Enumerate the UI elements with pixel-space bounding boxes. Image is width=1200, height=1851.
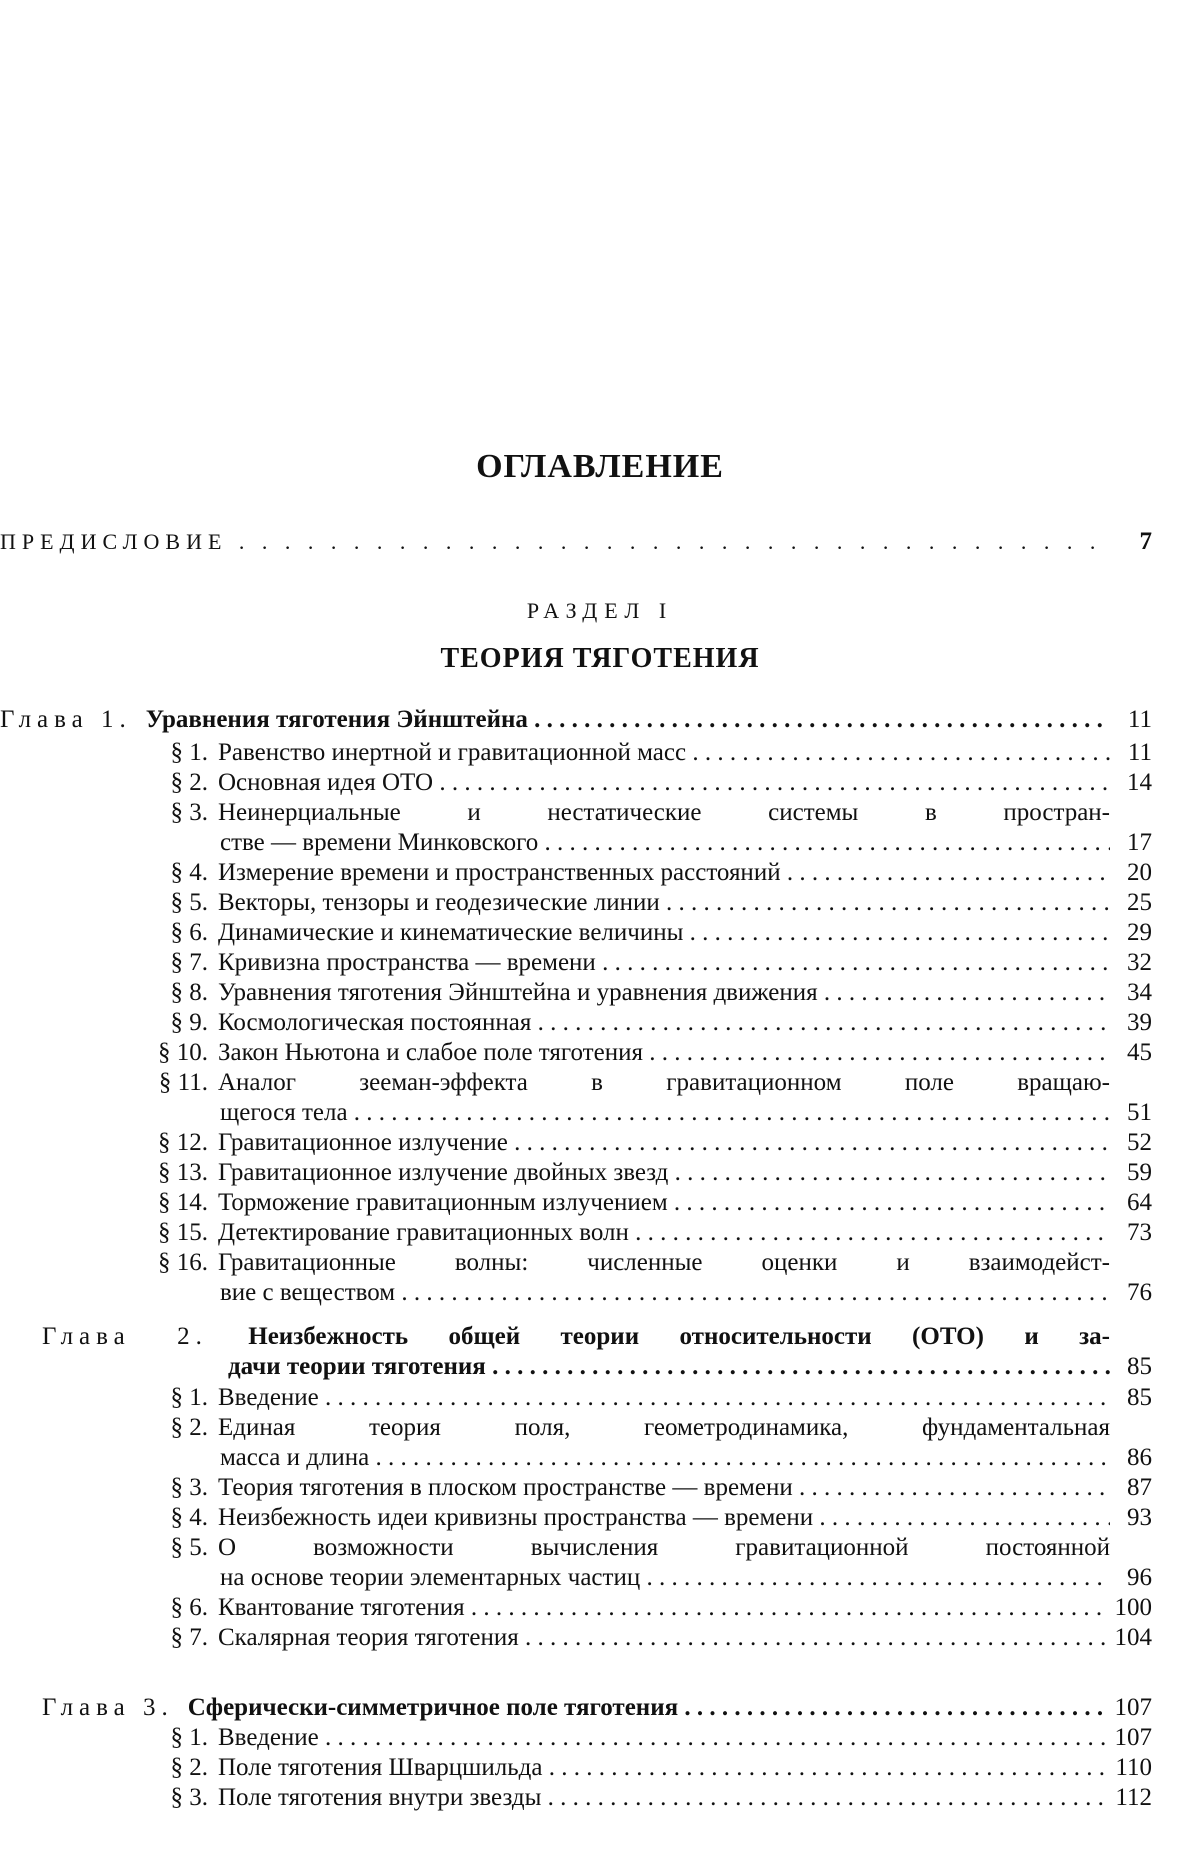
toc-item-title-cont: щегося тела . . . [220,1098,1110,1128]
toc-item [220,828,1110,858]
toc-item-page: 76 [1127,1279,1152,1306]
toc-item [218,1783,1110,1813]
toc-item-title: Гравитационное излучение двойных звезд . . . [218,1158,1110,1188]
toc-item-number: § 1. [170,739,208,766]
chapter-page: 85 [1127,1353,1152,1380]
toc-item-number: § 9. [170,1009,208,1036]
toc-item [218,978,1110,1008]
section-label: РАЗДЕЛ I [526,598,674,623]
toc-item [218,1503,1110,1533]
toc-item-page: 86 [1127,1444,1152,1471]
toc-item-title: О возможности вычисления гравитационной постоянной [218,1534,1110,1561]
toc-item-number: § 13. [158,1159,208,1186]
toc-item-title: Гравитационное излучение . . . [218,1128,1110,1158]
toc-item-title-cont: стве — времени Минковского . . . [220,828,1110,858]
toc-item-page: 32 [1127,949,1152,976]
toc-item [218,1753,1110,1783]
toc-item-title: Кривизна пространства — времени . . . [218,948,1110,978]
toc-item-title: Аналог зееман-эффекта в гравитационном поле вращаю- [218,1069,1110,1096]
toc-item [218,738,1110,768]
toc-item [218,1158,1110,1188]
toc-item-title: Торможение гравитационным излучением . . . [218,1188,1110,1218]
toc-item-number: § 15. [158,1219,208,1246]
toc-item-page: 39 [1127,1009,1152,1036]
chapter-page: 11 [1127,706,1152,733]
toc-item [218,888,1110,918]
toc-item-page: 17 [1127,829,1152,856]
toc-item-number: § 8. [170,979,208,1006]
toc-item-page: 14 [1127,769,1152,796]
toc-item [218,1593,1110,1623]
toc-item-title: Динамические и кинематические величины . . . [218,918,1110,948]
toc-item-number: § 1. [170,1384,208,1411]
toc-item-number: § 1. [170,1724,208,1751]
toc-item-title: Измерение времени и пространственных расстояний . . . [218,858,1110,888]
toc-item-page: 59 [1127,1159,1152,1186]
toc-item-number: § 3. [170,1474,208,1501]
toc-item [220,1443,1110,1473]
toc-item-page: 96 [1127,1564,1152,1591]
toc-item-page: 104 [1114,1624,1152,1651]
toc-item-number: § 11. [158,1069,208,1096]
toc-item-title-cont: на основе теории элементарных частиц . . . [220,1563,1110,1593]
toc-item-number: § 2. [170,1414,208,1441]
preface-entry [0,527,1110,557]
preface-label: ПРЕДИСЛОВИЕ . . . [0,527,1110,557]
toc-item [218,1188,1110,1218]
chapter-title-cont: дачи теории тяготения . . . [228,1352,1110,1382]
toc-item-number: § 14. [158,1189,208,1216]
toc-item-page: 20 [1127,859,1152,886]
toc-item-number: § 7. [170,1624,208,1651]
toc-item-page: 93 [1127,1504,1152,1531]
toc-item-title: Введение . . . [218,1723,1110,1753]
toc-item-number: § 5. [170,889,208,916]
toc-item [218,1128,1110,1158]
toc-item-page: 45 [1127,1039,1152,1066]
toc-item-page: 34 [1127,979,1152,1006]
toc-item-title: Гравитационные волны: численные оценки и взаимодейст- [218,1249,1110,1276]
toc-item-page: 51 [1127,1099,1152,1126]
toc-item-number: § 6. [170,1594,208,1621]
toc-item-title-cont: масса и длина . . . [220,1443,1110,1473]
toc-item-number: § 3. [170,1784,208,1811]
toc-item [218,1723,1110,1753]
chapter-label: Глава 1. [0,706,132,733]
toc-item-number: § 3. [170,799,208,826]
toc-item-title: Векторы, тензоры и геодезические линии . . . [218,888,1110,918]
toc-item-page: 11 [1127,739,1152,766]
toc-item [218,1383,1110,1413]
toc-item-title: Космологическая постоянная . . . [218,1008,1110,1038]
toc-item-number: § 7. [170,949,208,976]
toc-item [218,948,1110,978]
chapter-page: 107 [1114,1694,1152,1721]
toc-item-title: Уравнения тяготения Эйнштейна и уравнения движения . . . [218,978,1110,1008]
toc-item-title: Закон Ньютона и слабое поле тяготения . . . [218,1038,1110,1068]
toc-item [220,1098,1110,1128]
chapter-1-entry [0,705,1110,735]
toc-item-page: 110 [1115,1754,1152,1781]
preface-page: 7 [1139,528,1152,555]
toc-item [220,1563,1110,1593]
toc-item-title: Введение . . . [218,1383,1110,1413]
section-title: ТЕОРИЯ ТЯГОТЕНИЯ [440,643,760,674]
page-title: ОГЛАВЛЕНИЕ [476,448,724,485]
toc-item [218,1008,1110,1038]
toc-item-page: 100 [1114,1594,1152,1621]
chapter-title: Уравнения тяготения Эйнштейна . . . [146,705,1110,735]
toc-item-page: 52 [1127,1129,1152,1156]
toc-item-page: 112 [1115,1784,1152,1811]
toc-item-number: § 4. [170,859,208,886]
toc-item-title: Квантование тяготения . . . [218,1593,1110,1623]
toc-item-page: 64 [1127,1189,1152,1216]
toc-item-page: 87 [1127,1474,1152,1501]
toc-item-page: 29 [1127,919,1152,946]
toc-item-title: Основная идея ОТО . . . [218,768,1110,798]
toc-item [220,1278,1110,1308]
toc-item [218,918,1110,948]
chapter-2-title-line [42,1322,1110,1352]
toc-item [218,1473,1110,1503]
chapter-label: Глава 3. [42,1694,174,1721]
toc-item [218,1038,1110,1068]
toc-item-title: Детектирование гравитационных волн . . . [218,1218,1110,1248]
toc-item-number: § 10. [158,1039,208,1066]
toc-item-number: § 2. [170,769,208,796]
chapter-title: Сферически-симметричное поле тяготения . . . [188,1693,1110,1723]
toc-item-title: Единая теория поля, геометродинамика, фундаментальная [218,1414,1110,1441]
toc-item-title: Неинерциальные и нестатические системы в простран- [218,799,1110,826]
toc-item-title: Поле тяготения внутри звезды . . . [218,1783,1110,1813]
toc-item-page: 73 [1127,1219,1152,1246]
toc-item-title: Равенство инертной и гравитационной масс . . . [218,738,1110,768]
toc-item-number: § 4. [170,1504,208,1531]
toc-item [218,1623,1110,1653]
toc-item-title: Теория тяготения в плоском пространстве — времени . . . [218,1473,1110,1503]
toc-item [218,1218,1110,1248]
chapter-3-entry [42,1693,1110,1723]
toc-item-title: Неизбежность идеи кривизны пространства — времени . . . [218,1503,1110,1533]
toc-item-number: § 5. [170,1534,208,1561]
toc-item-page: 107 [1114,1724,1152,1751]
toc-item-title: Поле тяготения Шварцшильда . . . [218,1753,1110,1783]
toc-item [218,858,1110,888]
toc-item-number: § 2. [170,1754,208,1781]
chapter-label: Глава 2. [42,1323,208,1350]
toc-item-number: § 12. [158,1129,208,1156]
toc-item-page: 25 [1127,889,1152,916]
toc-item-number: § 6. [170,919,208,946]
toc-item-title-cont: вие с веществом . . . [220,1278,1110,1308]
toc-item [218,768,1110,798]
toc-item-number: § 16. [158,1249,208,1276]
chapter-title: Неизбежность общей теории относительности (ОТО) и за- [248,1323,1110,1350]
toc-item-page: 85 [1127,1384,1152,1411]
toc-item-title: Скалярная теория тяготения . . . [218,1623,1110,1653]
chapter-2-title-cont [228,1352,1110,1382]
